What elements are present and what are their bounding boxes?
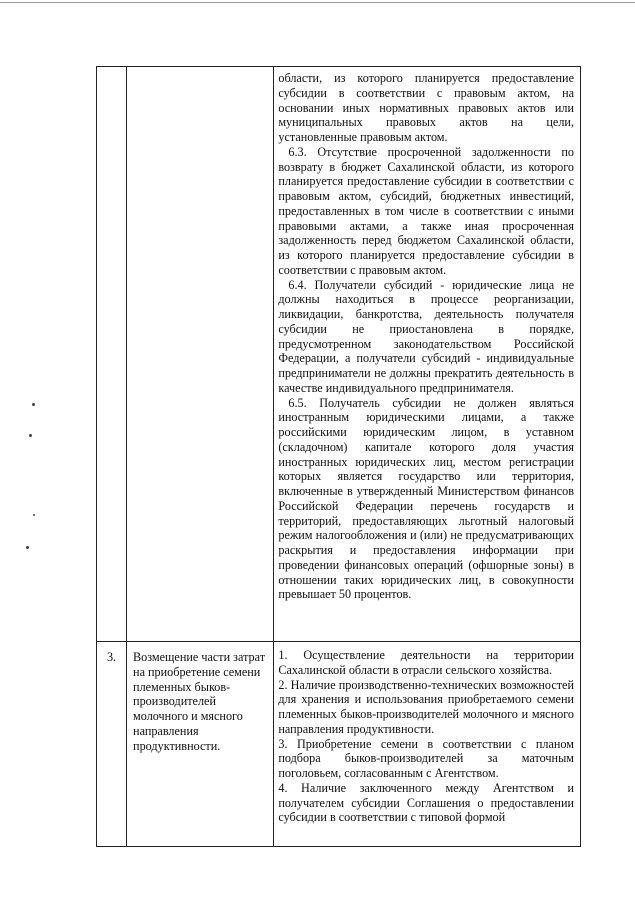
row-number — [97, 67, 127, 642]
requirement-paragraph: 6.5. Получатель субсидии не должен являться иностранным юридическими лицами, а также российскими юридическим лицом, в уставном (складочном) капитале которого доля участия иностранных юридических лиц, местом регистрации которых является государство или территория, включенные в утвержденный Министерством финансов Российской Федерации перечень государств и территорий, предоставляющих льготный налоговый режим налогообложения и (или) не предусматривающих раскрытия и предоставления информации при проведении финансовых операций (офшорные зоны) в отношении таких юридических лиц, в совокупности превышает 50 процентов. — [278, 395, 574, 602]
scan-speck — [29, 434, 32, 437]
row-title — [127, 67, 274, 642]
requirement-paragraph: 1. Осуществление деятельности на территории Сахалинской области в отрасли сельского хозяйства. — [278, 648, 574, 677]
requirements-table — [96, 66, 581, 847]
table-row — [97, 67, 581, 642]
requirement-paragraph: области, из которого планируется предоставление субсидии в соответствии с правовым актом, на основании иных нормативных правовых актов или муниципальных правовых актов на цели, установленные правовым актом. — [278, 71, 574, 144]
scan-speck — [26, 546, 29, 549]
scan-top-edge — [0, 2, 635, 3]
requirement-paragraph: 2. Наличие производственно-технических возможностей для хранения и использования приобретаемого семени племенных быков-производителей молочного и мясного направления продуктивности. — [278, 677, 574, 736]
row-number: 3. — [97, 642, 127, 847]
requirements-cell — [274, 642, 581, 847]
requirement-paragraph: 3. Приобретение семени в соответствии с планом подбора быков-производителей за маточным поголовьем, согласованным с Агентством. — [278, 736, 574, 780]
scan-speck — [33, 514, 35, 516]
requirement-paragraph: 6.3. Отсутствие просроченной задолженности по возврату в бюджет Сахалинской области, из которого планируется предоставление субсидии в соответствии с правовым актом, субсидий, бюджетных инвестиций, предоставленных в том числе в соответствии с иными правовыми актами, а также иная просроченная задолженность перед бюджетом Сахалинской области, из которого планируется предоставление субсидии в соответствии с правовым актом. — [278, 144, 574, 277]
requirement-paragraph: 6.4. Получатели субсидий - юридические лица не должны находиться в процессе реорганизации, ликвидации, банкротства, деятельность получателя субсидии не приостановлена в порядке, предусмотренном законодательством Российской Федерации, а получатели субсидий - индивидуальные предприниматели не должны прекратить деятельность в качестве индивидуального предпринимателя. — [278, 277, 574, 395]
requirements-cell — [274, 67, 581, 642]
scan-speck — [32, 403, 35, 406]
row-title: Возмещение части затрат на приобретение семени племенных быков-производителей молочного и мясного направления продуктивности. — [127, 642, 274, 847]
table-row — [97, 642, 581, 847]
requirement-paragraph: 4. Наличие заключенного между Агентством и получателем субсидии Соглашения о предоставлении субсидии в соответствии с типовой формой — [278, 780, 574, 825]
